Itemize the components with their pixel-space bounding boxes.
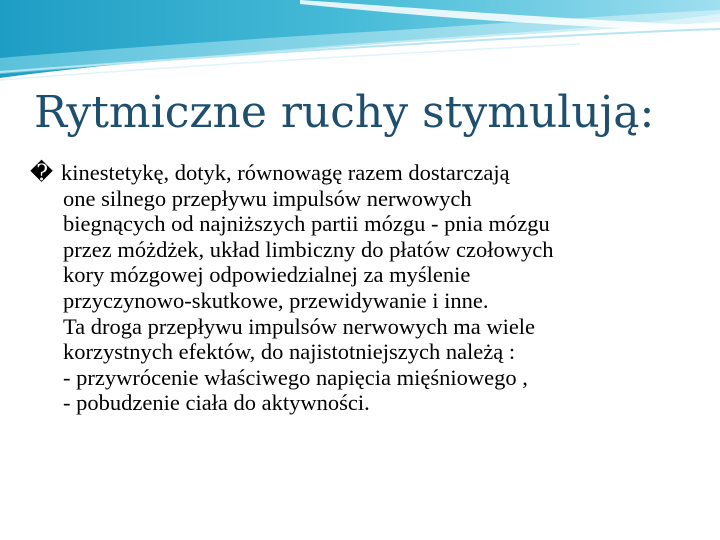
body-line-text: kinestetykę, dotyk, równowagę razem dostarczają	[61, 160, 510, 185]
body-line-3: biegnących od najniższych partii mózgu - pnia mózgu	[63, 211, 550, 237]
body-line-4: przez móżdżek, układ limbiczny do płatów czołowych	[63, 236, 554, 262]
body-line-5: kory mózgowej odpowiedzialnej za myślenie	[63, 262, 471, 288]
header-wave-decoration	[0, 0, 720, 90]
slide-title: Rytmiczne ruchy stymulują:	[34, 87, 655, 138]
body-line-9: - przywrócenie właściwego napięcia mięśniowego ,	[63, 364, 528, 390]
bullet-marker-icon: �	[30, 160, 54, 185]
slide-body-text	[30, 160, 700, 416]
body-line-2: one silnego przepływu impulsów nerwowych	[63, 185, 472, 211]
body-line-7: Ta droga przepływu impulsów nerwowych ma wiele	[63, 313, 536, 339]
body-line-6: przyczynowo-skutkowe, przewidywanie i inne.	[63, 287, 489, 313]
body-line-10: - pobudzenie ciała do aktywności.	[63, 390, 370, 416]
body-line-8: korzystnych efektów, do najistotniejszych należą :	[63, 339, 516, 365]
body-line-1	[30, 160, 700, 186]
